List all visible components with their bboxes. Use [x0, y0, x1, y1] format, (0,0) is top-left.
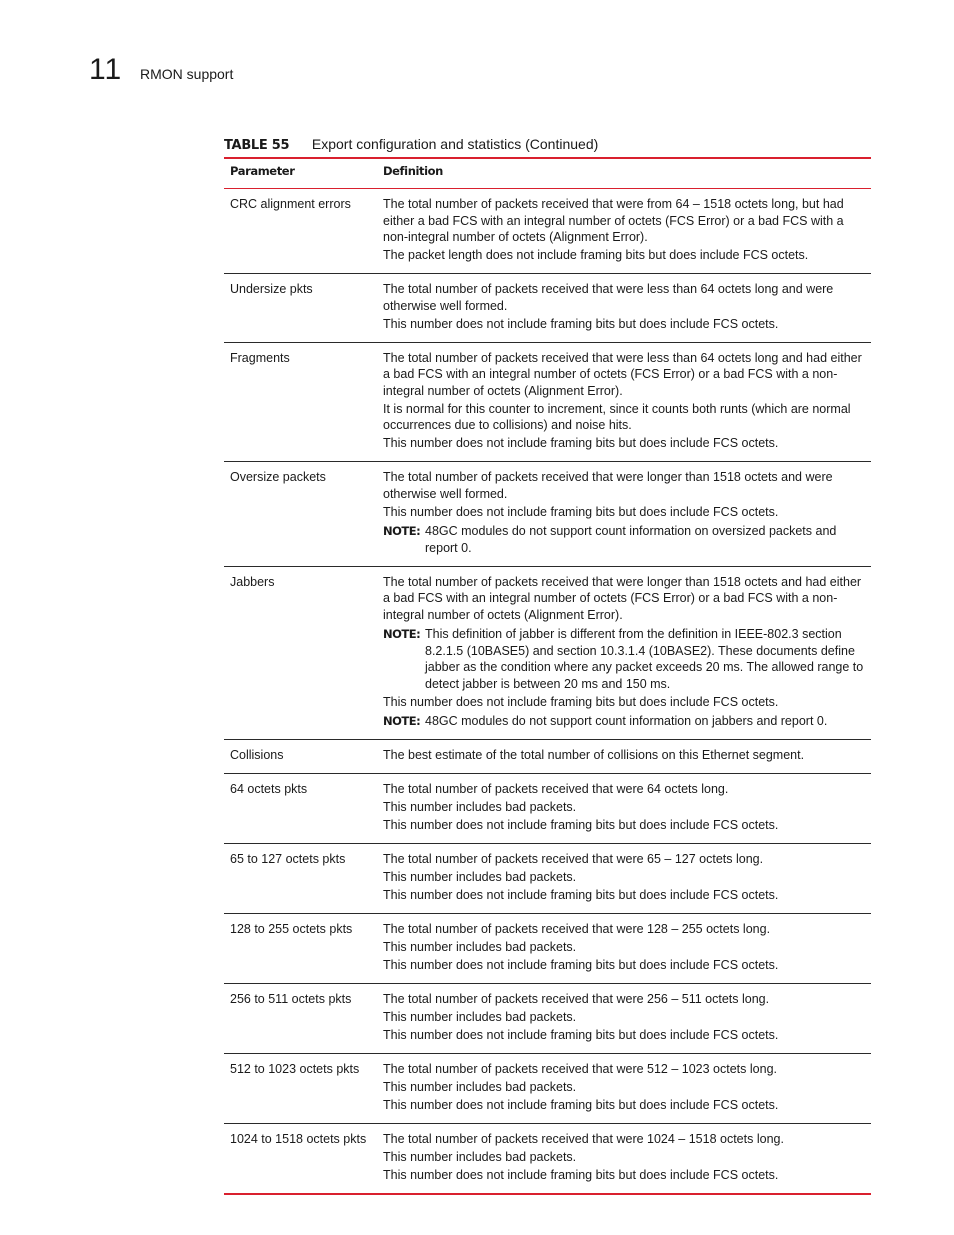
table-row [224, 462, 871, 567]
definition-paragraph: This number does not include framing bits but does include FCS octets. [383, 958, 779, 972]
note-label: NOTE: [383, 524, 421, 538]
table-caption [224, 136, 598, 154]
column-header-parameter: Parameter [230, 164, 295, 178]
definition-cell [377, 991, 871, 1045]
definition-paragraph: The total number of packets received that were longer than 1518 octets and were otherwise well formed. [383, 470, 833, 501]
table-caption-label: TABLE 55 [224, 138, 290, 153]
definition-paragraph: The total number of packets received that were 512 – 1023 octets long. [383, 1062, 777, 1076]
definition-paragraph: The total number of packets received that were 128 – 255 octets long. [383, 922, 771, 936]
table-header-row [224, 159, 871, 189]
table-row [224, 740, 871, 774]
column-header-definition: Definition [383, 164, 443, 178]
definition-paragraph: The packet length does not include framing bits but does include FCS octets. [383, 248, 809, 262]
definition-cell [377, 921, 871, 975]
parameter-cell: Collisions [230, 748, 284, 762]
definition-paragraph: This number does not include framing bits but does include FCS octets. [383, 888, 779, 902]
parameter-cell: 64 octets pkts [230, 782, 308, 796]
parameter-cell: Undersize pkts [230, 282, 313, 296]
definition-paragraph: This number does not include framing bits but does include FCS octets. [383, 1028, 779, 1042]
chapter-number: 11 [89, 53, 123, 86]
definition-paragraph: This number includes bad packets. [383, 870, 577, 884]
statistics-table [224, 157, 871, 1195]
definition-paragraph: The best estimate of the total number of collisions on this Ethernet segment. [383, 748, 805, 762]
table-row [224, 844, 871, 914]
definition-paragraph: The total number of packets received that were from 64 – 1518 octets long, but had either a bad FCS with an integral number of octets (FCS Error) or a bad FCS with a non-integral number of octets (Alignment Error). [383, 197, 844, 244]
parameter-cell: Fragments [230, 350, 290, 365]
definition-paragraph: This number does not include framing bits but does include FCS octets. [383, 1098, 779, 1112]
note-label: NOTE: [383, 714, 421, 728]
table-row [224, 567, 871, 741]
definition-cell [377, 851, 871, 905]
table-row [224, 274, 871, 343]
parameter-cell: Oversize packets [230, 470, 326, 484]
definition-cell [377, 281, 871, 334]
definition-cell [377, 469, 871, 558]
definition-paragraph: It is normal for this counter to increment, since it counts both runts (which are normal occurrences due to collisions) and noise hits. [383, 401, 851, 432]
note-text: 48GC modules do not support count information on jabbers and report 0. [425, 714, 828, 728]
definition-paragraph: The total number of packets received that were less than 64 octets long and were otherwise well formed. [383, 282, 834, 313]
table-row [224, 1054, 871, 1124]
table-body [224, 189, 871, 1193]
definition-paragraph: This number includes bad packets. [383, 1010, 577, 1024]
definition-paragraph: The total number of packets received that were 1024 – 1518 octets long. [383, 1132, 784, 1146]
table-row [224, 774, 871, 844]
definition-cell [377, 196, 871, 265]
definition-paragraph: The total number of packets received that were less than 64 octets long and had either a bad FCS with an integral number of octets (FCS Error) or a bad FCS with a non-integral number of octets (Alignment Error). [383, 350, 862, 398]
definition-paragraph: This number does not include framing bits but does include FCS octets. [383, 316, 779, 331]
definition-paragraph: This number does not include framing bits but does include FCS octets. [383, 504, 779, 519]
definition-paragraph: This number does not include framing bits but does include FCS octets. [383, 818, 779, 832]
note-label: NOTE: [383, 627, 421, 641]
parameter-cell: 65 to 127 octets pkts [230, 852, 346, 866]
note-text: This definition of jabber is different from the definition in IEEE-802.3 section 8.2.1.5 (10BASE5) and section 10.3.1.4 (10BASE2). These documents define jabber as the condition where any packet exceeds 20 ms. The allowed range to detect jabber is between 20 ms and 150 ms. [425, 627, 864, 691]
definition-cell [377, 1131, 871, 1185]
definition-cell [377, 781, 871, 835]
table-row [224, 984, 871, 1054]
parameter-cell: 128 to 255 octets pkts [230, 922, 353, 936]
definition-paragraph: The total number of packets received that were longer than 1518 octets and had either a bad FCS with an integral number of octets (FCS Error) or a bad FCS with a non-integral number of octets (Alignment Error). [383, 574, 862, 622]
definition-paragraph: This number includes bad packets. [383, 800, 577, 814]
definition-cell [377, 1061, 871, 1115]
table-row [224, 914, 871, 984]
definition-paragraph: This number does not include framing bits but does include FCS octets. [383, 436, 779, 450]
definition-paragraph: The total number of packets received that were 64 octets long. [383, 782, 729, 796]
table-row [224, 189, 871, 274]
note [383, 523, 865, 556]
table-row [224, 343, 871, 463]
parameter-cell: 512 to 1023 octets pkts [230, 1062, 360, 1076]
note [383, 713, 865, 730]
definition-cell [377, 574, 871, 732]
definition-paragraph: This number does not include framing bits but does include FCS octets. [383, 1168, 779, 1182]
definition-cell [377, 350, 871, 454]
definition-paragraph: The total number of packets received that were 256 – 511 octets long. [383, 992, 770, 1006]
parameter-cell: 256 to 511 octets pkts [230, 992, 352, 1006]
definition-paragraph: This number includes bad packets. [383, 940, 577, 954]
chapter-title: RMON support [140, 66, 234, 82]
note-text: 48GC modules do not support count information on oversized packets and report 0. [425, 524, 837, 555]
definition-paragraph: This number does not include framing bits but does include FCS octets. [383, 694, 779, 709]
parameter-cell: 1024 to 1518 octets pkts [230, 1132, 367, 1146]
definition-paragraph: This number includes bad packets. [383, 1150, 577, 1164]
parameter-cell: CRC alignment errors [230, 197, 351, 211]
definition-cell [377, 747, 871, 765]
table-caption-title: Export configuration and statistics (Continued) [311, 136, 599, 152]
parameter-cell: Jabbers [230, 574, 275, 589]
definition-paragraph: The total number of packets received that were 65 – 127 octets long. [383, 852, 764, 866]
table-row [224, 1124, 871, 1193]
definition-paragraph: This number includes bad packets. [383, 1080, 577, 1094]
note [383, 626, 865, 692]
